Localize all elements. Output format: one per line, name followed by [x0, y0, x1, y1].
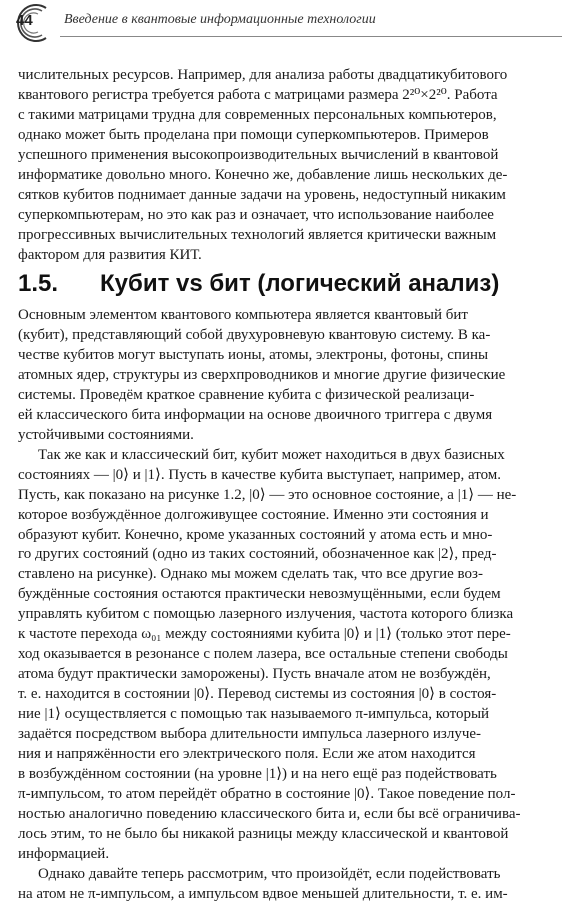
text-line: числительных ресурсов. Например, для анализа работы двадцатикубитового [18, 67, 508, 83]
page-number: 44 [16, 12, 33, 29]
text-line: т. е. находится в состоянии |0⟩. Перевод системы из состояния |0⟩ в состоя- [18, 686, 497, 703]
text-line: ние |1⟩ осуществляется с помощью так называемого π-импульса, который [18, 706, 490, 723]
text-line: атомных ядер, структуры из сверхпроводников и многие другие физические [18, 366, 506, 383]
text-line: образуют кубит. Конечно, кроме указанных состояний у атома есть и мно- [18, 526, 493, 543]
text-line: однако может быть проделана при помощи суперкомпьютеров. Примеров [18, 126, 489, 143]
text-line: го других состояний (одно из таких состояний, обозначенное как |2⟩, пред- [18, 546, 497, 563]
text-line: фактором для развития КИТ. [18, 246, 202, 263]
text-line: Пусть, как показано на рисунке 1.2, |0⟩ — это основное состояние, а |1⟩ — не- [18, 486, 517, 503]
text-line: Так же как и классический бит, кубит может находиться в двух базисных [38, 446, 505, 463]
header-divider [60, 36, 562, 37]
text-line: задаётся посредством выбора длительности импульса лазерного излуче- [18, 726, 482, 743]
text-line: буждённые состояния остаются практически невозмущёнными, если будем [18, 586, 501, 603]
text-line: управлять кубитом с помощью лазерного излучения, частота которого близка [18, 606, 514, 623]
text-line: честве кубитов могут выступать ионы, атомы, электроны, фотоны, спины [18, 346, 489, 363]
text-line: π-импульсом, то атом перейдёт обратно в состояние |0⟩. Такое поведение пол- [18, 786, 516, 803]
text-line: (кубит), представляющий собой двухуровневую квантовую систему. В ка- [18, 326, 491, 343]
text-line: успешного применения высокопроизводительных вычислений в квантовой [18, 146, 499, 163]
text-line: ния и напряжённости его электрического поля. Если же атом находится [18, 746, 476, 763]
text-line: к частоте перехода ω₀₁ между состояниями кубита |0⟩ и |1⟩ (только этот пере- [18, 626, 511, 643]
text-line: ставлено на рисунке). Однако мы можем сделать так, что все другие воз- [18, 566, 483, 583]
text-line: информацией. [18, 846, 110, 863]
text-line: с такими матрицами трудна для современных персональных компьютеров, [18, 106, 497, 123]
text-line: состояниях — |0⟩ и |1⟩. Пусть в качестве кубита выступает, например, атом. [18, 466, 502, 483]
text-line: системы. Проведём краткое сравнение кубита с физической реализаци- [18, 386, 475, 403]
page-header [0, 0, 568, 46]
text-line: Основным элементом квантового компьютера является квантовый бит [18, 306, 468, 323]
section-number: 1.5. [18, 269, 59, 297]
text-line: ностью аналогично поведению классического бита и, если бы всё ограничива- [18, 806, 521, 823]
text-line: в возбуждённом состоянии (на уровне |1⟩) и на него ещё раз подействовать [18, 766, 497, 783]
text-line: сятков кубитов поднимает данные задачи на уровень, недоступный никаким [18, 186, 506, 203]
text-line: на атом не π-импульсом, а импульсом вдвое меньшей длительности, т. е. им- [18, 886, 508, 902]
text-line: лось этим, то не было бы никакой разницы между классической и квантовой [18, 826, 509, 843]
text-line: прогрессивных вычислительных технологий является критически важным [18, 226, 497, 243]
text-line: устойчивыми состояниями. [18, 426, 194, 443]
text-line: атома будут практически заморожены). Пусть вначале атом не возбуждён, [18, 666, 491, 683]
text-line: ход оказывается в резонансе с полем лазера, все остальные степени свободы [18, 646, 508, 663]
text-line: которое возбуждённое долгоживущее состояние. Именно эти состояния и [18, 506, 489, 523]
text-line: информатике довольно много. Конечно же, добавление лишь нескольких де- [18, 166, 508, 183]
section-title: Кубит vs бит (логический анализ) [100, 269, 500, 297]
text-line: суперкомпьютерам, но это как раз и означает, что использование наиболее [18, 206, 494, 223]
running-title: Введение в квантовые информационные технологии [64, 12, 376, 27]
text-line: квантового регистра требуется работа с матрицами размера 2²⁰×2²⁰. Работа [18, 87, 498, 103]
text-line: ей классического бита информации на основе двоичного триггера с двумя [18, 406, 493, 423]
text-line: Однако давайте теперь рассмотрим, что произойдёт, если подействовать [38, 866, 501, 882]
